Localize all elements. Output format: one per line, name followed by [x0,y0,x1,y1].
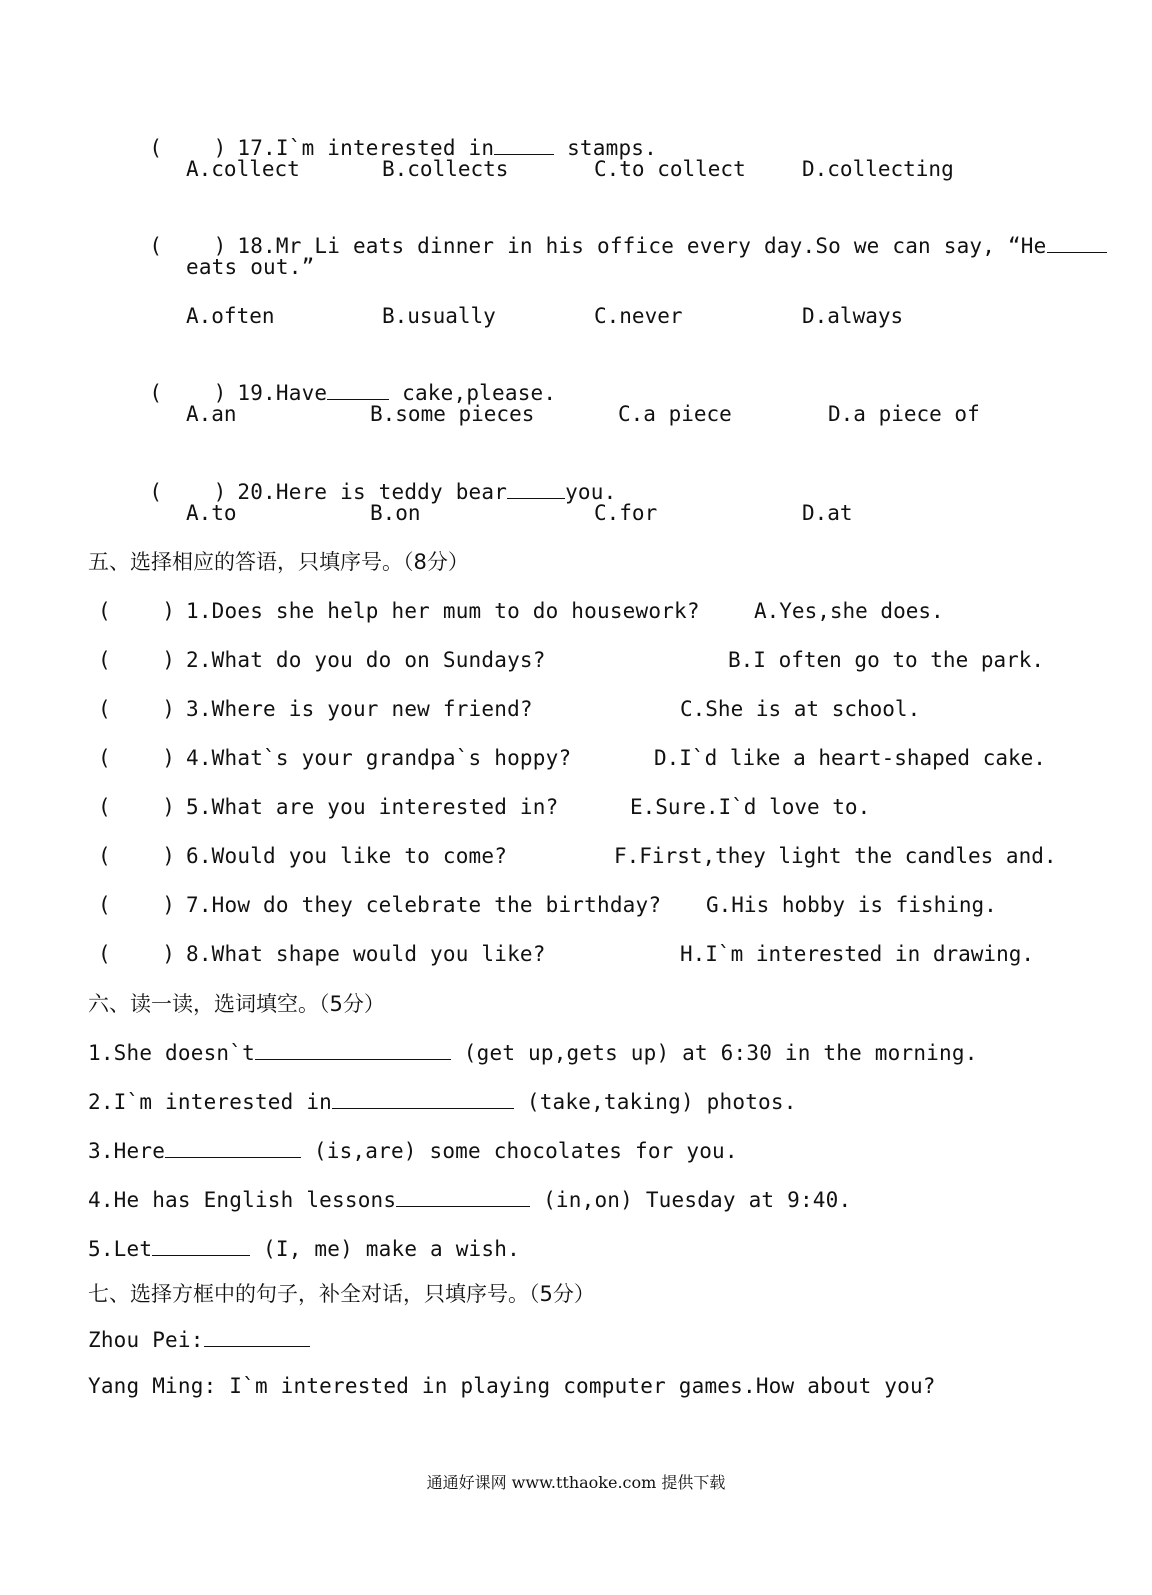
section-6-title: 六、读一读，选词填空。（5分） [88,992,385,1016]
option-a: A.collect [186,157,300,181]
option-c: C.never [594,304,683,328]
dialogue-line-yang-ming: Yang Ming: I`m interested in playing computer games.How about you? [88,1374,936,1398]
page-footer: 通通好课网 www.tthaoke.com 提供下载 [426,1473,726,1492]
question-stem: 17.I`m interested in [237,136,495,160]
answer-paren: ( ) [149,136,227,160]
fill-text-after: (in,on) Tuesday at 9:40. [530,1188,852,1212]
match-question-5 [98,793,558,821]
answer-paren: ( ) [98,942,176,966]
match-question-8 [98,940,546,968]
question-text: 2.What do you do on Sundays? [186,648,546,672]
answer-blank [1047,232,1107,253]
answer-blank [327,379,389,400]
question-stem-end: cake,please. [389,381,557,405]
dialogue-line-zhou-pei [88,1326,310,1354]
question-stem: 18.Mr Li eats dinner in his office every day.So we can say, “He [237,234,1047,258]
option-a: A.to [186,501,237,525]
option-c: C.to collect [594,157,746,181]
option-a: A.an [186,402,237,426]
fill-text-after: (get up,gets up) at 6:30 in the morning. [450,1041,978,1065]
question-text: 6.Would you like to come? [186,844,508,868]
fill-text-before: 1.She doesn`t [88,1041,255,1065]
fill-text-after: (take,taking) photos. [514,1090,797,1114]
question-stem-end: you. [565,480,617,504]
option-b: B.usually [382,304,496,328]
answer-paren: ( ) [149,234,227,258]
option-c: C.for [594,501,658,525]
fill-text-before: 3.Here [88,1139,166,1163]
fill-item-2 [88,1088,797,1116]
option-b: B.on [370,501,421,525]
question-stem: 20.Here is teddy bear [237,480,508,504]
option-b: B.some pieces [370,402,535,426]
answer-paren: ( ) [98,599,176,623]
match-question-1 [98,597,700,625]
fill-item-5 [88,1235,520,1263]
question-text: 4.What`s your grandpa`s hoppy? [186,746,572,770]
question-text: 1.Does she help her mum to do housework? [186,599,700,623]
option-d: D.collecting [802,157,954,181]
match-answer-f: F.First,they light the candles and. [614,844,1057,868]
match-answer-g: G.His hobby is fishing. [706,893,997,917]
answer-blank [507,478,565,499]
match-question-7 [98,891,661,919]
question-text: 3.Where is your new friend? [186,697,533,721]
fill-item-4 [88,1186,851,1214]
answer-paren: ( ) [98,648,176,672]
match-answer-e: E.Sure.I`d love to. [630,795,871,819]
match-answer-d: D.I`d like a heart-shaped cake. [654,746,1046,770]
fill-blank [332,1088,514,1109]
question-stem-end: stamps. [554,136,657,160]
dialogue-blank [204,1326,310,1347]
answer-paren: ( ) [98,746,176,770]
fill-item-1 [88,1039,978,1067]
option-d: D.a piece of [828,402,980,426]
match-answer-b: B.I often go to the park. [728,648,1045,672]
question-18-line2: eats out.” [186,255,315,279]
answer-paren: ( ) [149,381,227,405]
match-question-3 [98,695,533,723]
question-text: 7.How do they celebrate the birthday? [186,893,662,917]
section-5-title: 五、选择相应的答语，只填序号。（8分） [88,550,469,574]
question-stem: 19.Have [237,381,328,405]
fill-blank [152,1235,250,1256]
fill-blank [165,1137,301,1158]
question-text: 5.What are you interested in? [186,795,559,819]
fill-item-3 [88,1137,738,1165]
section-7-title: 七、选择方框中的句子，补全对话，只填序号。（5分） [88,1282,595,1306]
question-17 [98,106,657,190]
answer-paren: ( ) [98,893,176,917]
answer-paren: ( ) [98,795,176,819]
question-20 [98,450,616,534]
match-answer-a: A.Yes,she does. [754,599,944,623]
match-question-2 [98,646,546,674]
fill-blank [255,1039,451,1060]
fill-blank [396,1186,530,1207]
fill-text-before: 2.I`m interested in [88,1090,333,1114]
question-text: 8.What shape would you like? [186,942,546,966]
answer-paren: ( ) [98,697,176,721]
match-question-4 [98,744,571,772]
fill-text-after: (I, me) make a wish. [250,1237,520,1261]
option-b: B.collects [382,157,509,181]
fill-text-after: (is,are) some chocolates for you. [301,1139,738,1163]
match-answer-h: H.I`m interested in drawing. [680,942,1035,966]
option-d: D.always [802,304,904,328]
match-question-6 [98,842,507,870]
option-c: C.a piece [618,402,732,426]
answer-blank [494,134,554,155]
option-d: D.at [802,501,853,525]
match-answer-c: C.She is at school. [680,697,921,721]
fill-text-before: 4.He has English lessons [88,1188,397,1212]
fill-text-before: 5.Let [88,1237,153,1261]
answer-paren: ( ) [149,480,227,504]
option-a: A.often [186,304,275,328]
speaker-text: Zhou Pei: [88,1328,204,1352]
answer-paren: ( ) [98,844,176,868]
